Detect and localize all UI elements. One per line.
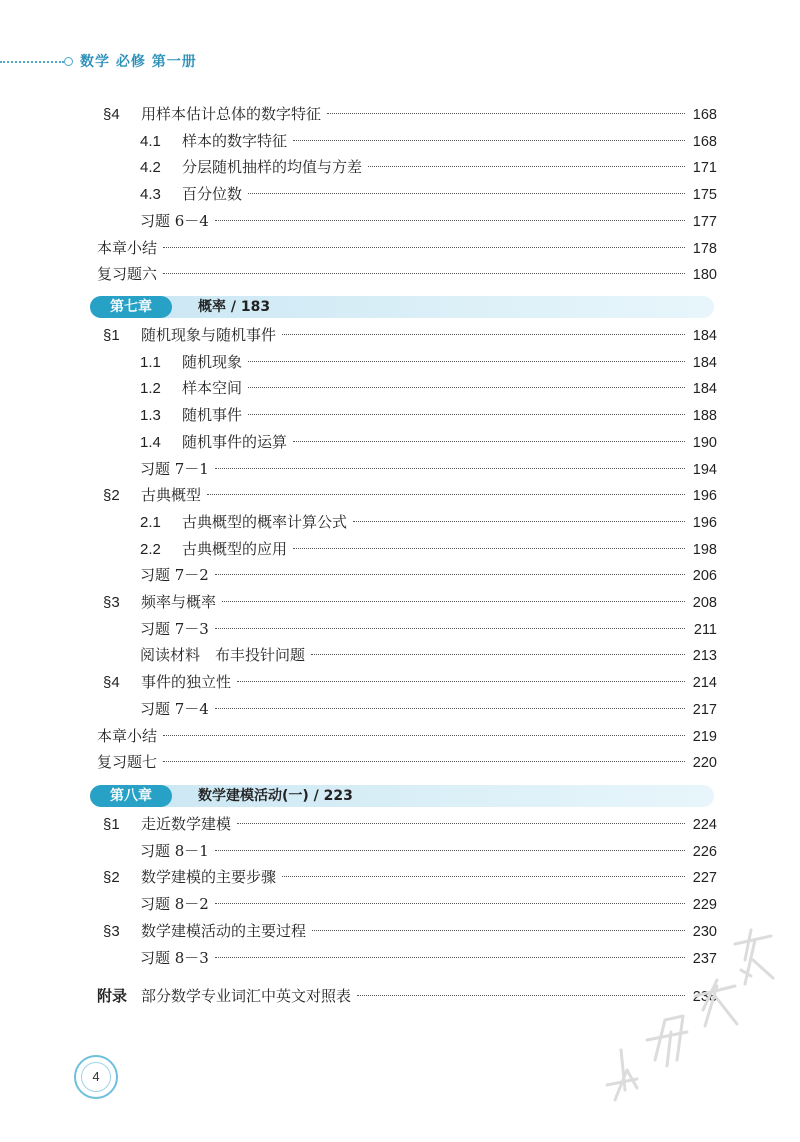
toc-entry xyxy=(103,589,216,616)
toc-entry-title: 频率与概率 xyxy=(141,593,217,611)
toc-sub-row[interactable] xyxy=(140,536,717,562)
dot-leader xyxy=(311,654,685,655)
toc-top-row[interactable] xyxy=(97,261,717,287)
dot-leader xyxy=(215,628,685,629)
toc-sub-row[interactable] xyxy=(140,154,717,180)
toc-ex-row[interactable] xyxy=(140,838,717,864)
toc-entry xyxy=(103,669,231,696)
toc-entry-title: 习题 8－3 xyxy=(140,949,209,967)
toc-entry-page: 175 xyxy=(692,187,717,203)
dot-leader xyxy=(282,876,685,877)
appendix-label: 附录 xyxy=(97,987,128,1005)
toc-entry-page: 230 xyxy=(692,924,717,940)
toc-entry-title: 习题 8－2 xyxy=(140,895,209,913)
toc-entry-number: §3 xyxy=(103,594,120,611)
dot-leader xyxy=(163,273,685,274)
toc-entry xyxy=(140,642,305,668)
toc-entry-title: 习题 7－2 xyxy=(140,566,209,584)
toc-entry-title: 习题 7－1 xyxy=(140,460,209,478)
toc-sub-row[interactable] xyxy=(140,349,717,375)
toc-entry-number: §2 xyxy=(103,487,120,504)
toc-entry xyxy=(97,261,157,287)
toc-entry-page: 227 xyxy=(692,870,717,886)
toc-ex-row[interactable] xyxy=(140,208,717,234)
toc-ex-row[interactable] xyxy=(140,642,717,668)
dot-leader xyxy=(215,850,685,851)
dot-leader xyxy=(215,468,685,469)
toc-entry-title: 习题 6－4 xyxy=(140,212,209,230)
chapter-8-title: 数学建模活动(一) / 223 xyxy=(198,788,353,804)
toc-sec-row[interactable] xyxy=(103,589,717,615)
toc-entry xyxy=(140,208,209,234)
dot-leader xyxy=(282,334,685,335)
toc-sub-row[interactable] xyxy=(140,429,717,455)
toc-sec-row[interactable] xyxy=(103,669,717,695)
dot-leader xyxy=(368,166,685,167)
toc-entry-page: 224 xyxy=(692,817,717,833)
toc-entry xyxy=(140,456,209,482)
dot-leader xyxy=(215,220,685,221)
toc-entry-title: 随机事件的运算 xyxy=(182,433,288,451)
toc-entry-title: 复习题七 xyxy=(97,753,158,771)
toc-entry-title: 样本的数字特征 xyxy=(182,132,288,150)
toc-entry-title: 数学建模活动的主要过程 xyxy=(141,922,307,940)
toc-entry-page: 190 xyxy=(692,435,717,451)
toc-entry-page: 177 xyxy=(692,214,717,230)
chapter-8-bar[interactable] xyxy=(90,785,714,807)
toc-sec-row[interactable] xyxy=(103,101,717,127)
toc-entry xyxy=(140,375,242,402)
dot-leader xyxy=(353,521,685,522)
dot-leader xyxy=(163,247,685,248)
toc-sub-row[interactable] xyxy=(140,402,717,428)
toc-entry-title: 百分位数 xyxy=(182,185,243,203)
toc-entry-title: 古典概型的应用 xyxy=(182,540,288,558)
dot-leader xyxy=(215,708,685,709)
toc-entry-title: 习题 7－4 xyxy=(140,700,209,718)
dot-leader xyxy=(222,601,685,602)
toc-entry-title: 分层随机抽样的均值与方差 xyxy=(182,158,363,176)
toc-entry xyxy=(140,349,242,376)
toc-entry-number: 1.3 xyxy=(140,407,161,424)
chapter-8-tag: 第八章 xyxy=(90,785,172,807)
toc-entry xyxy=(140,616,209,642)
dot-leader xyxy=(215,903,685,904)
toc-top-row[interactable] xyxy=(97,723,717,749)
dot-leader xyxy=(163,761,685,762)
chapter-7-tag: 第七章 xyxy=(90,296,172,318)
toc-entry xyxy=(140,181,242,208)
toc-entry-title: 事件的独立性 xyxy=(141,673,232,691)
toc-entry-page: 214 xyxy=(692,675,717,691)
toc-entry-page: 168 xyxy=(692,107,717,123)
chapter-7-bar[interactable] xyxy=(90,296,714,318)
dot-leader xyxy=(248,414,685,415)
dot-leader xyxy=(215,574,685,575)
toc-entry-number: 2.1 xyxy=(140,514,161,531)
dot-leader xyxy=(215,957,685,958)
toc-sec-row[interactable] xyxy=(103,864,717,890)
toc-entry-page: 184 xyxy=(692,355,717,371)
toc-entry xyxy=(140,696,209,722)
toc-entry-page: 217 xyxy=(692,702,717,718)
toc-sub-row[interactable] xyxy=(140,375,717,401)
toc-entry xyxy=(97,723,157,749)
toc-entry-page: 196 xyxy=(692,488,717,504)
chapter-7-title: 概率 / 183 xyxy=(198,299,271,315)
toc-entry-title: 阅读材料 布丰投针问题 xyxy=(140,646,306,664)
dot-leader xyxy=(207,494,685,495)
toc-entry-number: 2.2 xyxy=(140,541,161,558)
toc-entry-page: 237 xyxy=(692,951,717,967)
toc-top-row[interactable] xyxy=(97,749,717,775)
toc-entry-page: 206 xyxy=(692,568,717,584)
toc-entry-page: 188 xyxy=(692,408,717,424)
appendix-title: 部分数学专业词汇中英文对照表 xyxy=(141,987,352,1005)
toc-sec-row[interactable] xyxy=(103,322,717,348)
toc-entry xyxy=(140,562,209,588)
dot-leader xyxy=(248,193,685,194)
toc-entry-page: 229 xyxy=(692,897,717,913)
dot-leader xyxy=(312,930,685,931)
toc-entry-page: 208 xyxy=(692,595,717,611)
toc-entry-title: 样本空间 xyxy=(182,379,243,397)
toc-entry xyxy=(140,154,362,181)
page-number: 4 xyxy=(81,1062,111,1092)
toc-sec-row[interactable] xyxy=(103,811,717,837)
dot-leader xyxy=(237,681,685,682)
toc-entry xyxy=(140,536,287,563)
toc-entry-title: 走近数学建模 xyxy=(141,815,232,833)
toc-sub-row[interactable] xyxy=(140,509,717,535)
toc-appendix[interactable] xyxy=(97,983,717,1009)
toc-entry xyxy=(103,322,276,349)
dot-leader xyxy=(163,735,685,736)
toc-entry-page: 219 xyxy=(692,729,717,745)
dot-leader xyxy=(327,113,685,114)
toc-entry xyxy=(140,838,209,864)
toc-entry xyxy=(103,101,321,128)
toc-entry xyxy=(103,482,201,509)
toc-top-row[interactable] xyxy=(97,235,717,261)
toc-sec-row[interactable] xyxy=(103,918,717,944)
dot-leader xyxy=(293,140,685,141)
toc-entry xyxy=(103,918,306,945)
toc-entry-page: 171 xyxy=(692,160,717,176)
dot-leader xyxy=(237,823,685,824)
toc-entry-page: 211 xyxy=(693,622,717,638)
toc-ex-row[interactable] xyxy=(140,456,717,482)
toc-entry-page: 168 xyxy=(692,134,717,150)
toc-entry-page: 184 xyxy=(692,328,717,344)
toc-entry xyxy=(103,864,276,891)
toc-entry-number: 4.3 xyxy=(140,186,161,203)
dot-leader xyxy=(357,995,685,996)
toc-sub-row[interactable] xyxy=(140,128,717,154)
toc-sub-row[interactable] xyxy=(140,181,717,207)
toc-entry-page: 194 xyxy=(692,462,717,478)
toc-entry xyxy=(97,235,157,261)
toc-entry xyxy=(140,945,209,971)
toc-ex-row[interactable] xyxy=(140,945,717,971)
toc-ex-row[interactable] xyxy=(140,891,717,917)
toc-entry-number: 4.2 xyxy=(140,159,161,176)
toc-ex-row[interactable] xyxy=(140,616,717,642)
toc-entry-page: 198 xyxy=(692,542,717,558)
toc-entry-number: §4 xyxy=(103,674,120,691)
dot-leader xyxy=(248,361,685,362)
toc-entry xyxy=(103,811,231,838)
toc-entry-page: 226 xyxy=(692,844,717,860)
toc-entry-title: 随机事件 xyxy=(182,406,243,424)
toc-entry-number: 1.1 xyxy=(140,354,161,371)
toc-entry-title: 古典概型的概率计算公式 xyxy=(182,513,348,531)
dot-leader xyxy=(293,548,685,549)
page-number-badge xyxy=(74,1055,118,1099)
toc-ex-row[interactable] xyxy=(140,696,717,722)
toc-entry-title: 习题 8－1 xyxy=(140,842,209,860)
toc-entry-title: 复习题六 xyxy=(97,265,158,283)
toc-entry-number: §1 xyxy=(103,327,120,344)
toc-entry-title: 古典概型 xyxy=(141,486,202,504)
book-title: 数学 必修 第一册 xyxy=(80,54,197,70)
toc-entry-number: 4.1 xyxy=(140,133,161,150)
toc-entry xyxy=(140,128,287,155)
toc-entry xyxy=(140,429,287,456)
toc-sec-row[interactable] xyxy=(103,482,717,508)
toc-entry-page: 213 xyxy=(692,648,717,664)
toc-entry-title: 本章小结 xyxy=(97,727,158,745)
appendix-page: 238 xyxy=(692,989,717,1005)
toc-entry-number: §3 xyxy=(103,923,120,940)
toc-entry-title: 习题 7－3 xyxy=(140,620,209,638)
toc-entry-title: 随机现象 xyxy=(182,353,243,371)
toc-entry-page: 184 xyxy=(692,381,717,397)
toc-ex-row[interactable] xyxy=(140,562,717,588)
toc-entry-number: 1.2 xyxy=(140,380,161,397)
toc-entry-number: §4 xyxy=(103,106,120,123)
toc-entry xyxy=(140,402,242,429)
toc-entry-title: 随机现象与随机事件 xyxy=(141,326,277,344)
header-dotted-line xyxy=(0,61,64,63)
toc-entry xyxy=(140,891,209,917)
toc-entry-title: 用样本估计总体的数字特征 xyxy=(141,105,322,123)
dot-leader xyxy=(293,441,685,442)
toc-entry xyxy=(97,749,157,775)
toc-entry-title: 数学建模的主要步骤 xyxy=(141,868,277,886)
toc-entry-page: 220 xyxy=(692,755,717,771)
toc-entry-page: 196 xyxy=(692,515,717,531)
toc-entry-number: §2 xyxy=(103,869,120,886)
header-ring-icon xyxy=(64,57,73,66)
toc-entry-page: 178 xyxy=(692,241,717,257)
dot-leader xyxy=(248,387,685,388)
toc-entry-page: 180 xyxy=(692,267,717,283)
toc-entry-title: 本章小结 xyxy=(97,239,158,257)
toc-entry-number: 1.4 xyxy=(140,434,161,451)
toc-entry xyxy=(140,509,347,536)
running-header xyxy=(0,50,240,74)
toc-entry-number: §1 xyxy=(103,816,120,833)
